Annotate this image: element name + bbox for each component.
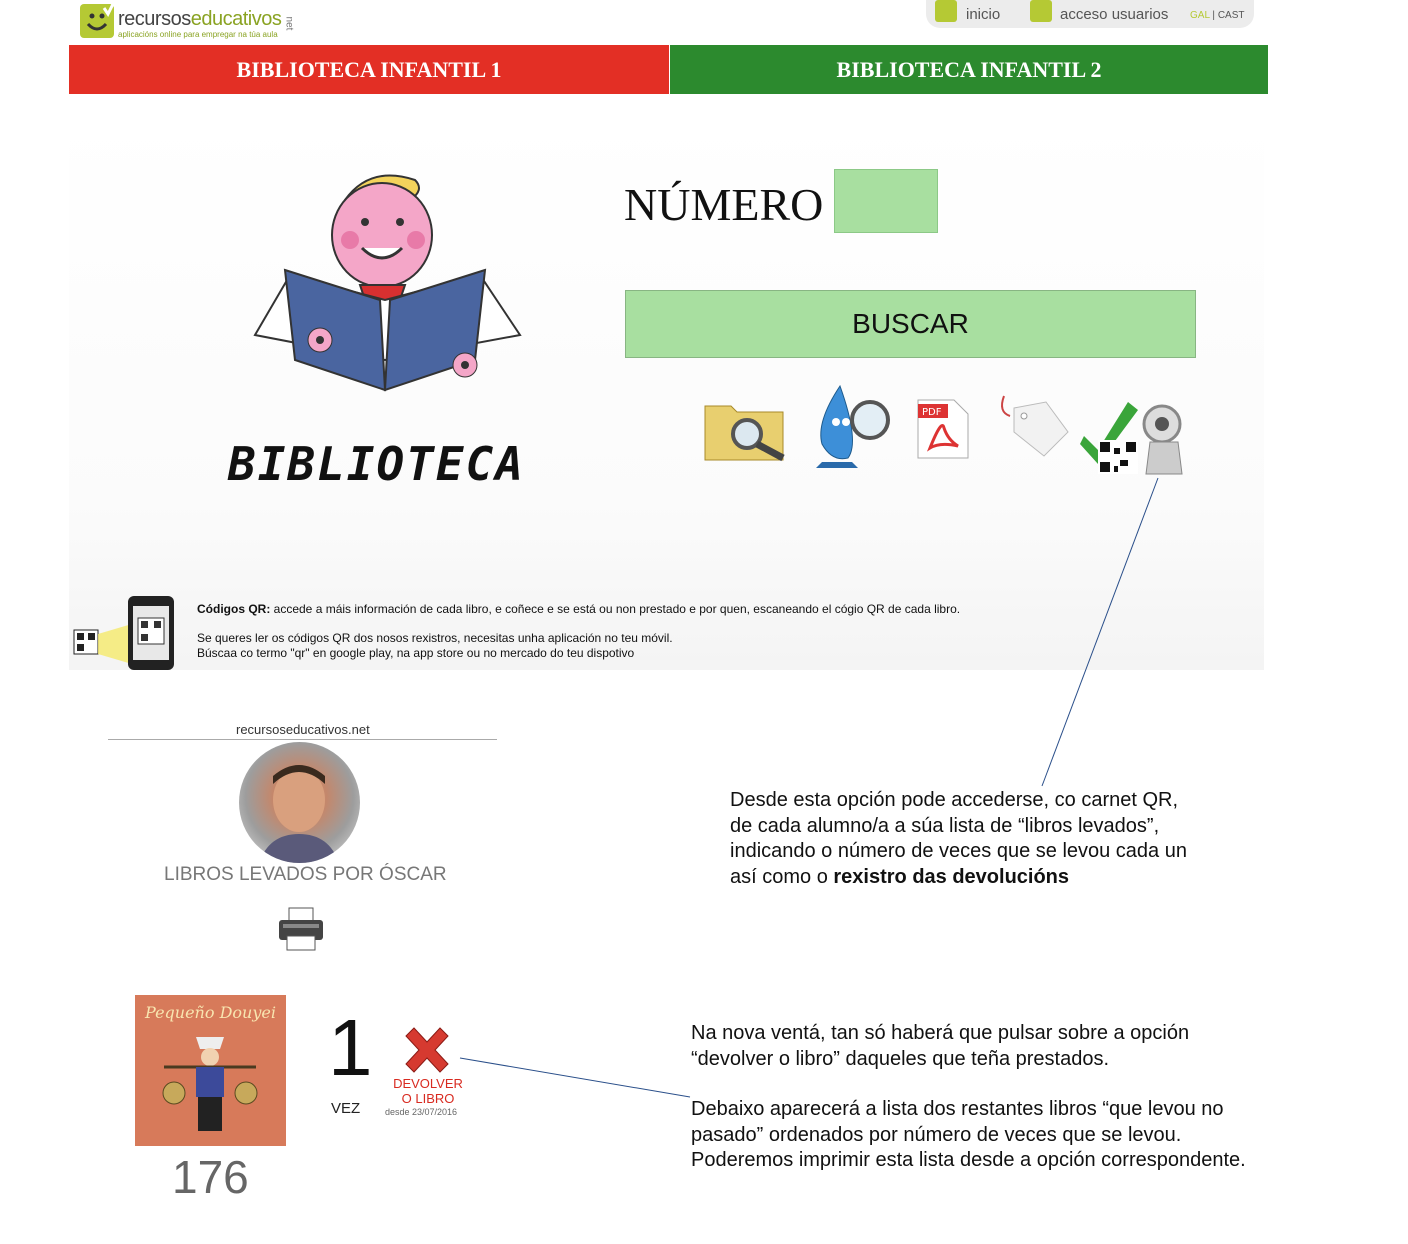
numero-label: NÚMERO	[624, 179, 824, 230]
note1-line4-bold: rexistro das devolucións	[833, 865, 1070, 888]
nav-inicio-link[interactable]: inicio	[966, 6, 1001, 23]
tab-biblioteca-infantil-2[interactable]: BIBLIOTECA INFANTIL 2	[670, 45, 1268, 94]
qr-info-bold: Códigos QR:	[197, 602, 271, 616]
note1-line2: de cada alumno/a a súa lista de “libros levados”,	[730, 814, 1160, 837]
svg-text:PDF: PDF	[922, 407, 942, 418]
logo-net: net	[283, 16, 295, 31]
note3-line3: Poderemos imprimir esta lista desde a opción correspondente.	[691, 1149, 1246, 1171]
note1-line3: indicando o número de veces que se levou cada un	[730, 840, 1187, 862]
devolver-date: desde 23/07/2016	[385, 1107, 458, 1117]
note1-line1: Desde esta opción pode accederse, co carnet QR,	[730, 789, 1179, 811]
lang-separator: |	[1212, 10, 1216, 21]
note1-line4-pre: así como o	[730, 865, 834, 888]
lang-cast-link[interactable]: CAST	[1217, 10, 1245, 21]
biblioteca-title: BIBLIOTECA	[228, 437, 525, 491]
devolver-label-line2: O LIBRO	[401, 1091, 455, 1106]
annotation-devolver	[691, 1021, 1189, 1072]
annotation-qr-access	[730, 788, 1187, 890]
book-number: 176	[172, 1151, 249, 1203]
note1-line4	[730, 865, 1187, 891]
libros-levados-title: LIBROS LEVADOS POR ÓSCAR	[164, 864, 447, 885]
note3-line1: Debaixo aparecerá a lista dos restantes libros “que levou no	[691, 1098, 1224, 1120]
times-count: 1	[328, 1003, 373, 1092]
times-label: VEZ	[331, 1100, 361, 1117]
note2-line2: “devolver o libro” daqueles que teña prestados.	[691, 1047, 1110, 1070]
qr-info-line2: Se queres ler os códigos QR dos nosos rexistros, necesitas unha aplicación no teu móvil.	[197, 631, 673, 645]
qr-info-line3: Búscaa co termo "qr" en google play, na app store ou no mercado do teu dispotivo	[197, 646, 635, 660]
buscar-button[interactable]: BUSCAR	[625, 290, 1196, 358]
note3-line2: pasado” ordenados por número de veces que se levou.	[691, 1123, 1182, 1146]
annotation-list	[691, 1097, 1246, 1174]
nav-acceso-link[interactable]: acceso usuarios	[1060, 6, 1169, 23]
devolver-label-line1: DEVOLVER	[393, 1076, 463, 1091]
logo-tagline: aplicacións online para empregar na túa aula	[118, 30, 278, 39]
qr-info-line1-text: accede a máis información de cada libro, e coñece e se está ou non prestado e por quen, escaneando el cógio QR de cada libro.	[270, 602, 961, 616]
lang-gal-link[interactable]: GAL	[1190, 10, 1210, 21]
tab-biblioteca-infantil-1[interactable]: BIBLIOTECA INFANTIL 1	[69, 45, 669, 94]
logo-part1: recursos	[118, 8, 191, 30]
logo-part2: educativos	[190, 8, 282, 30]
book-title: Pequeño Douyei	[145, 1003, 276, 1022]
note2-line1: Na nova ventá, tan só haberá que pulsar sobre a opción	[691, 1022, 1190, 1044]
site-url: recursoseducativos.net	[236, 722, 370, 737]
